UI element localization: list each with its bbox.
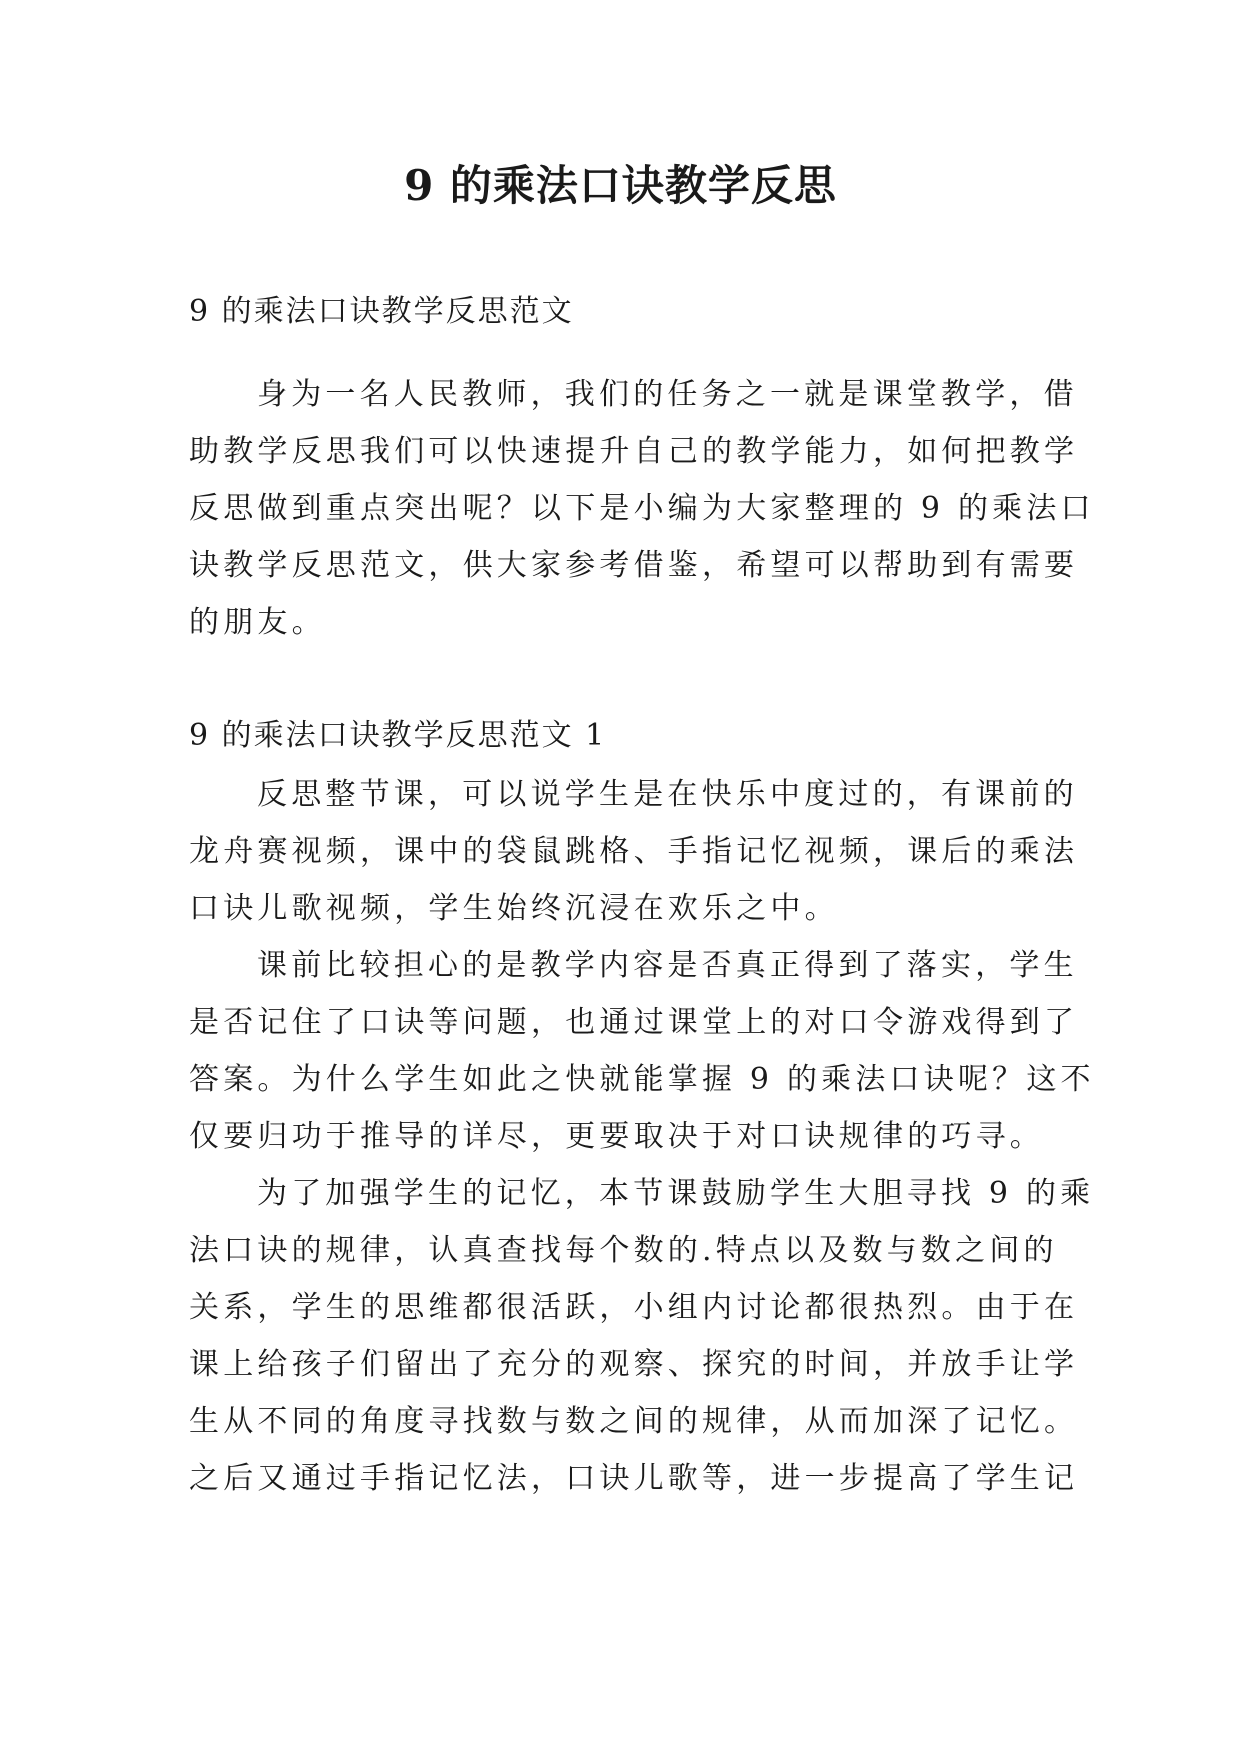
document-title: 9 的乘法口诀教学反思 <box>404 161 837 210</box>
paragraph-line: 口诀儿歌视频，学生始终沉浸在欢乐之中。 <box>189 891 839 926</box>
paragraph-line: 助教学反思我们可以快速提升自己的教学能力，如何把教学 <box>189 434 1079 469</box>
section-heading: 9 的乘法口诀教学反思范文 1 <box>189 718 607 753</box>
paragraph-line: 之后又通过手指记忆法，口诀儿歌等，进一步提高了学生记 <box>189 1461 1079 1496</box>
paragraph-line: 龙舟赛视频，课中的袋鼠跳格、手指记忆视频，课后的乘法 <box>189 834 1079 869</box>
paragraph-line: 的朋友。 <box>189 605 326 640</box>
paragraph-line: 身为一名人民教师，我们的任务之一就是课堂教学，借 <box>257 377 1078 412</box>
paragraph-2 <box>189 937 1095 1165</box>
paragraph-line: 诀教学反思范文，供大家参考借鉴，希望可以帮助到有需要 <box>189 548 1079 583</box>
paragraph-line: 反思整节课，可以说学生是在快乐中度过的，有课前的 <box>257 777 1078 812</box>
intro-paragraph <box>189 366 1095 651</box>
paragraph-line: 生从不同的角度寻找数与数之间的规律，从而加深了记忆。 <box>189 1404 1079 1439</box>
paragraph-line: 法口诀的规律，认真查找每个数的.特点以及数与数之间的 <box>189 1233 1058 1268</box>
paragraph-3 <box>189 1165 1095 1507</box>
paragraph-line: 仅要归功于推导的详尽，更要取决于对口诀规律的巧寻。 <box>189 1119 1044 1154</box>
paragraph-line: 为了加强学生的记忆，本节课鼓励学生大胆寻找 9 的乘 <box>257 1176 1095 1211</box>
paragraph-line: 课上给孩子们留出了充分的观察、探究的时间，并放手让学 <box>189 1347 1079 1382</box>
paragraph-1 <box>189 766 1079 937</box>
paragraph-line: 答案。为什么学生如此之快就能掌握 9 的乘法口诀呢？这不 <box>189 1062 1095 1097</box>
paragraph-line: 反思做到重点突出呢？以下是小编为大家整理的 9 的乘法口 <box>189 491 1095 526</box>
paragraph-line: 课前比较担心的是教学内容是否真正得到了落实，学生 <box>257 948 1078 983</box>
paragraph-line: 关系，学生的思维都很活跃，小组内讨论都很热烈。由于在 <box>189 1290 1079 1325</box>
paragraph-line: 是否记住了口诀等问题，也通过课堂上的对口令游戏得到了 <box>189 1005 1079 1040</box>
document-subtitle: 9 的乘法口诀教学反思范文 <box>189 294 574 329</box>
